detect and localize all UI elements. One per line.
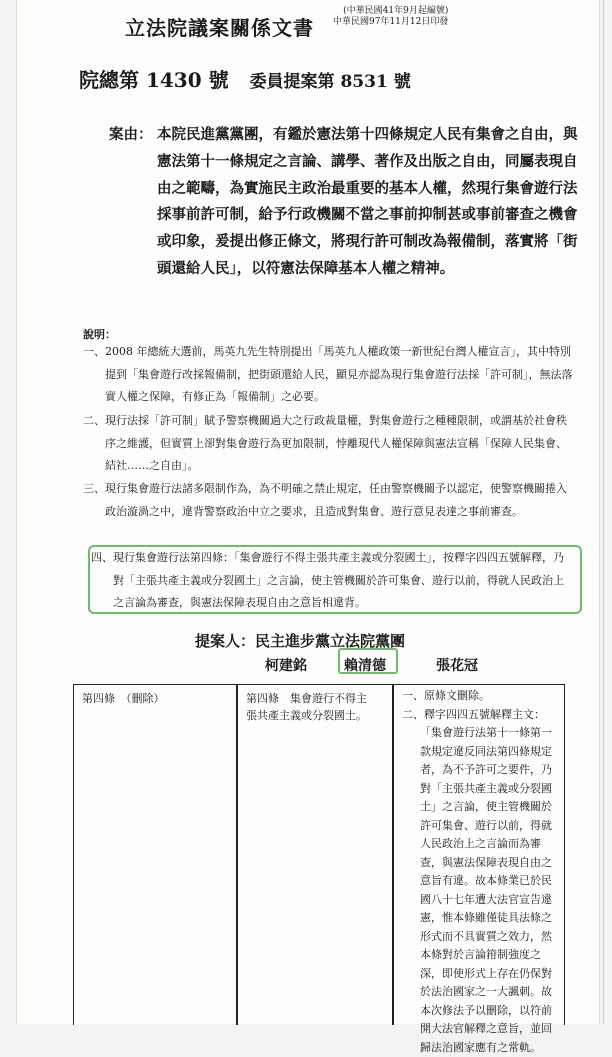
item-number: 二、	[83, 414, 105, 427]
table-divider	[236, 685, 238, 1025]
bill-number-line	[79, 64, 411, 93]
explanation-line: 二、釋字四四五號解釋主文：	[402, 707, 545, 721]
amendment-table	[73, 684, 565, 1054]
proposer-name: 柯建銘	[265, 658, 307, 674]
document-page	[16, 0, 600, 1054]
explanation-label: 說明：	[83, 328, 116, 341]
publication-info	[333, 6, 448, 28]
publication-numbering: (中華民國41年9月起編號)	[343, 6, 449, 16]
cause-label: 案由：	[109, 126, 153, 143]
name-highlight-box	[338, 648, 398, 674]
table-cell-current: 第四條 集會遊行不得主張共產主義或分裂國土。	[246, 692, 367, 722]
explanation-item	[83, 410, 573, 478]
explanation-line: 一、原條文刪除。	[402, 689, 490, 702]
proposer-name: 賴清德	[344, 658, 386, 674]
explanation-quote: 「集會遊行法第十一條第一款規定違反同法第四條規定者，為不予許可之要件，乃對「主張共產主義或分裂國土」之言論，使主管機關於許可集會、遊行以前，得就人民政治上之言論而為審查，與憲法保障表現自由之意旨有違。故本條業已於民國八十七年遭大法官宣告違憲，惟本條雖僅徒具法條之形式而不具實質之效力，然本條對於言論箝制強度之深，即使形式上存在仍保對於法治國家之一大諷刺。故本次修法予以刪除，以符前開大法官解釋之意旨，並回歸法治國家應有之常軌。	[420, 726, 552, 1054]
cause-section	[109, 122, 579, 283]
proposal-number: 委員提案第 8531 號	[249, 72, 411, 92]
bill-number: 院總第 1430 號	[79, 68, 229, 92]
explanation-item	[83, 478, 573, 523]
item-number: 三、	[83, 482, 105, 495]
item-text: 現行集會遊行法第四條：「集會遊行不得主張共產主義或分裂國土」，按釋字四四五號解釋，乃對「主張共產主義或分裂國土」之言論，使主管機關於許可集會、遊行以前，得就人民政治上之言論為審查，與憲法保障表現自由之意旨相違背。	[113, 551, 564, 609]
explanation-item	[83, 341, 573, 409]
item-number: 四、	[91, 551, 113, 564]
cause-text: 本院民進黨黨團，有鑑於憲法第十四條規定人民有集會之自由，與憲法第十一條規定之言論、講學、著作及出版之自由，同屬表現自由之範疇，為實施民主政治最重要的基本人權，然現行集會遊行法採事前許可制，給予行政機關不當之事前抑制甚或事前審查之機會或印象，爰提出修正條文，將現行許可制改為報備制，落實將「街頭還給人民」，以符憲法保障基本人權之精神。	[157, 126, 578, 277]
table-cell-explanation	[402, 687, 562, 1057]
proposer-label: 提案人：民主進步黨立法院黨團	[195, 632, 406, 650]
highlight-box	[88, 545, 582, 614]
item-number: 一、	[83, 345, 105, 358]
item-text: 現行法採「許可制」賦予警察機關過大之行政裁量權，對集會遊行之種種限制，或謂基於社會秩序之維護，但實質上卻對集會遊行為更加限制，悖離現代人權保障與憲法宣稱「保障人民集會、結社……之自由」。	[105, 414, 567, 472]
publication-date: 中華民國97年11月12日印發	[333, 17, 449, 27]
table-cell-amended: 第四條 （刪除）	[82, 692, 165, 705]
document-title: 立法院議案關係文書	[125, 16, 314, 40]
page-edge	[603, 0, 604, 1024]
item-text: 現行集會遊行法諸多限制作為，為不明確之禁止規定，任由警察機關予以認定，使警察機關捲入政治漩渦之中，違背警察政治中立之要求，且造成對集會、遊行意見表達之事前審查。	[105, 482, 567, 518]
proposer-name: 張花冠	[436, 658, 478, 674]
item-text: 2008 年總統大選前，馬英九先生特別提出「馬英九人權政策一新世紀台灣人權宣言」，其中特別提到「集會遊行改採報備制，把街頭還給人民，顯見亦認為現行集會遊行法採「許可制」，無法落實人權之保障，有修正為「報備制」之必要。	[105, 345, 573, 403]
table-divider	[392, 685, 394, 1025]
